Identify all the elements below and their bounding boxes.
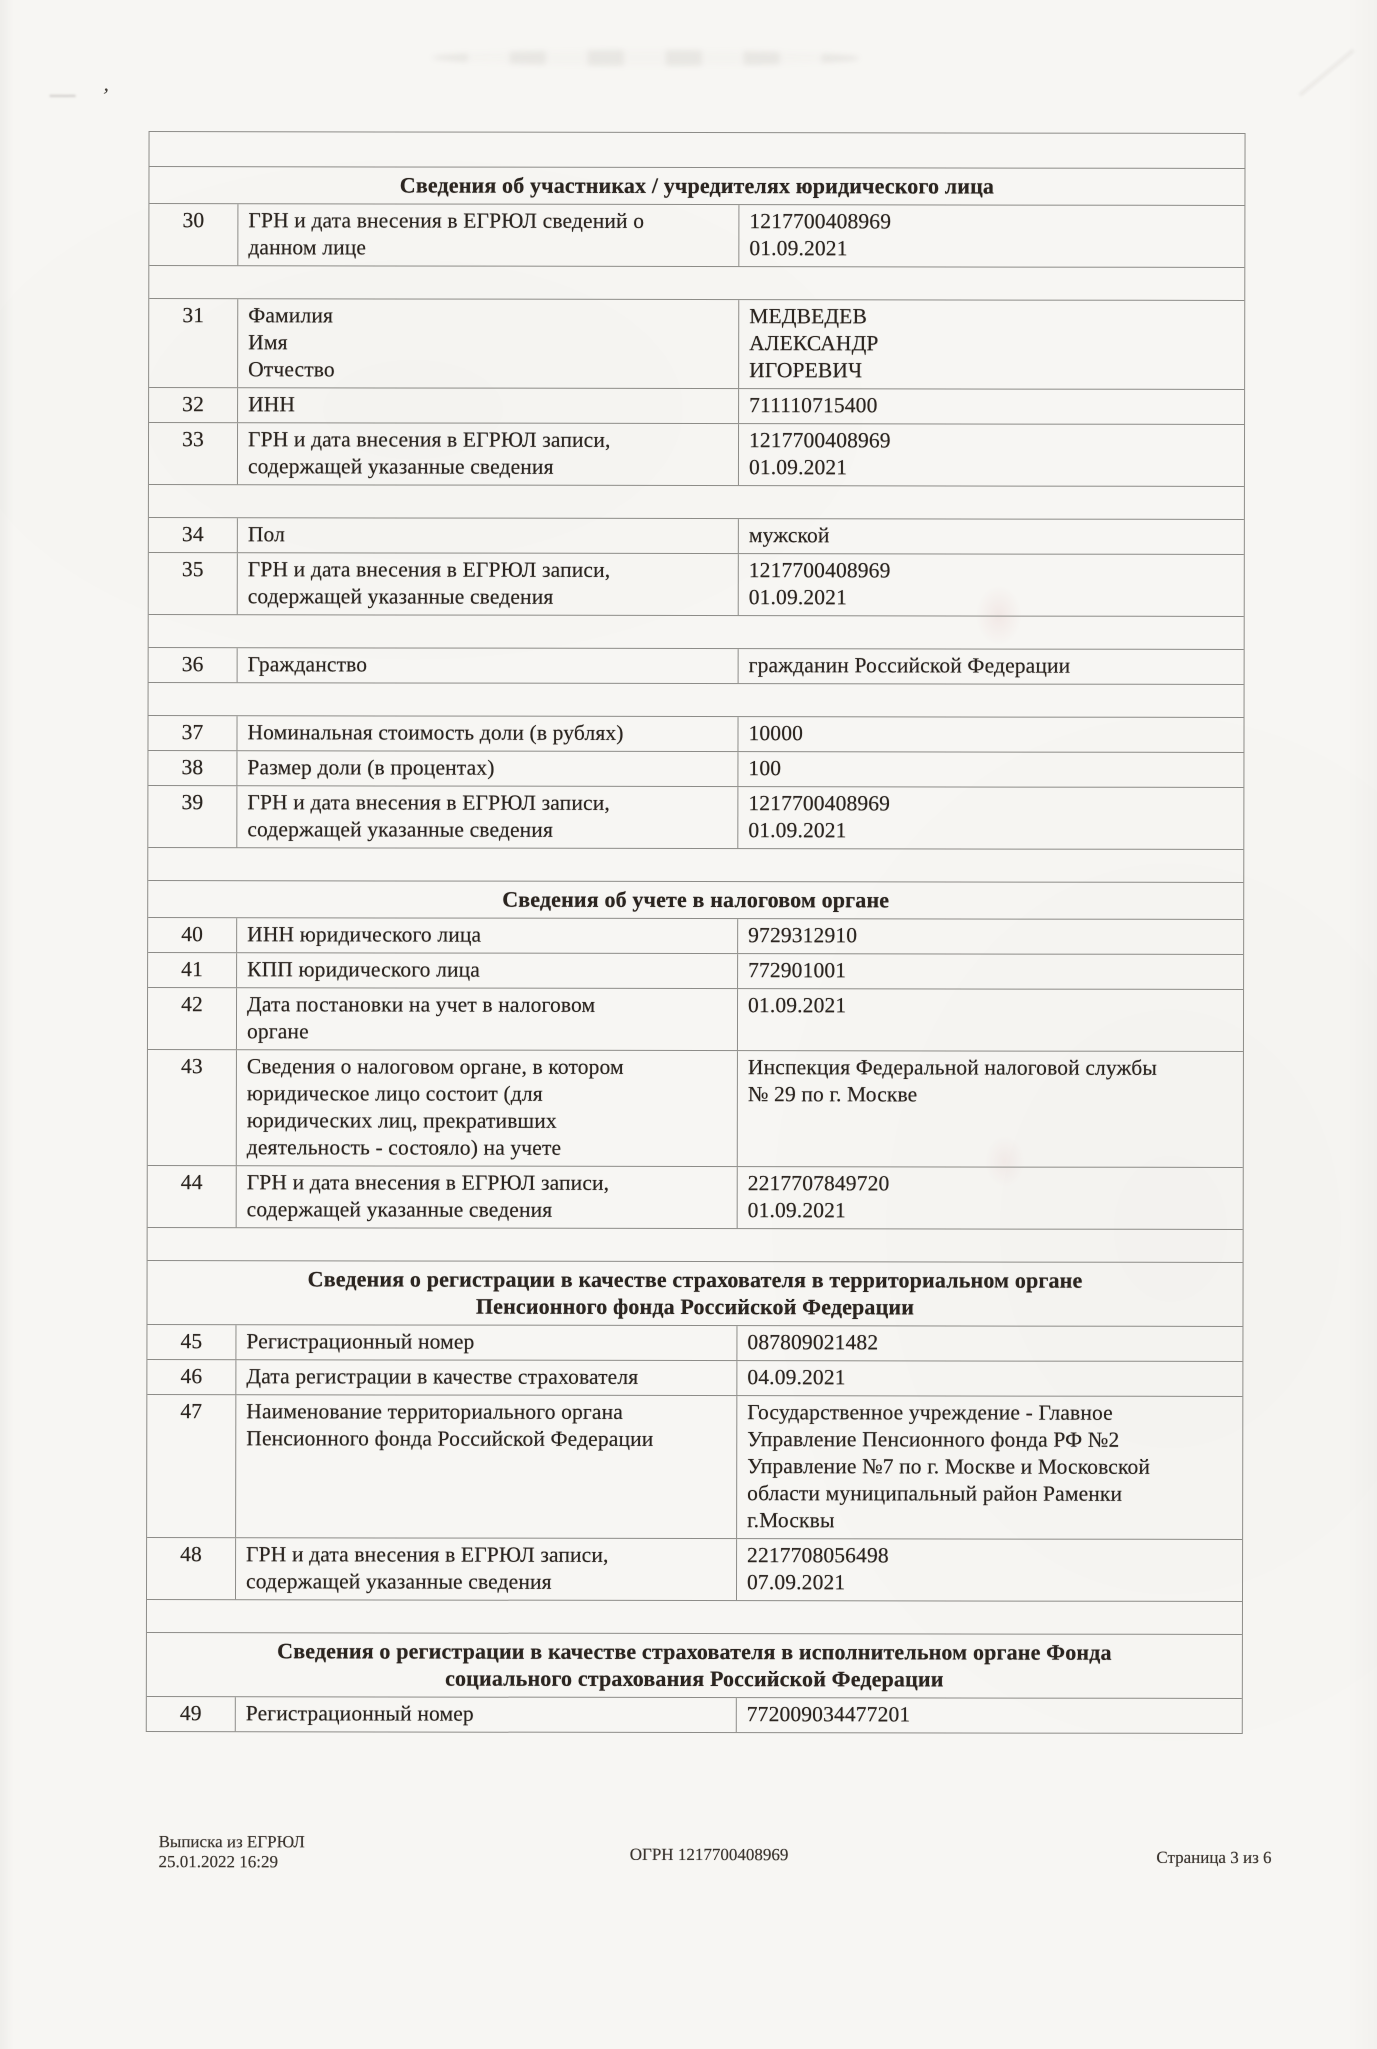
row-label: Регистрационный номер <box>236 1325 737 1360</box>
row-number: 33 <box>149 423 238 484</box>
scan-smudge-artifact <box>432 50 862 67</box>
scan-dash-artifact <box>50 95 76 97</box>
row-number: 43 <box>148 1050 237 1165</box>
row-label: Дата постановки на учет в налоговом органе <box>237 988 738 1050</box>
table-row <box>149 298 1244 389</box>
row-number: 37 <box>148 716 237 750</box>
row-value: мужской <box>748 523 830 548</box>
row-value: 10000 <box>748 721 804 746</box>
row-label: ГРН и дата внесения в ЕГРЮЛ сведений о данном лице <box>238 204 739 266</box>
row-label: Пол <box>238 518 739 553</box>
row-value: 100 <box>748 756 782 781</box>
row-number: 30 <box>149 204 238 265</box>
table-row <box>149 647 1244 684</box>
table-spacer-row <box>148 847 1243 882</box>
row-value: 01.09.2021 <box>748 993 847 1018</box>
table-row <box>147 1324 1242 1361</box>
table-spacer-row <box>149 265 1244 300</box>
table-row <box>147 1394 1242 1539</box>
row-number: 46 <box>147 1360 236 1394</box>
row-value: 772009034477201 <box>746 1702 911 1727</box>
table-row <box>148 917 1243 954</box>
row-label: КПП юридического лица <box>237 953 738 988</box>
section-header: Сведения об учете в налоговом органе <box>148 880 1243 919</box>
row-label: Дата регистрации в качестве страхователя <box>236 1360 737 1395</box>
row-value: 2217708056498 07.09.2021 <box>747 1543 889 1595</box>
row-value: 087809021482 <box>747 1330 879 1355</box>
footer-page-number: Страница 3 из 6 <box>1156 1847 1272 1868</box>
row-number: 47 <box>147 1395 236 1537</box>
table-row <box>149 552 1244 616</box>
row-number: 35 <box>149 553 238 614</box>
row-number: 45 <box>147 1325 236 1359</box>
table-row <box>148 750 1243 787</box>
table-spacer-row <box>149 682 1244 717</box>
page-footer <box>0 1832 1376 1880</box>
row-number: 42 <box>148 988 237 1049</box>
row-value: 1217700408969 01.09.2021 <box>749 209 892 261</box>
row-label: Регистрационный номер <box>236 1697 737 1732</box>
footer-left <box>159 1832 305 1872</box>
table-spacer-row <box>148 1227 1243 1262</box>
scan-speck-artifact: ’ <box>99 82 111 109</box>
table-row <box>148 785 1243 849</box>
row-value: гражданин Российской Федерации <box>748 653 1071 678</box>
row-label: ГРН и дата внесения в ЕГРЮЛ записи, содержащей указанные сведения <box>238 553 739 615</box>
table-row <box>149 203 1244 267</box>
row-value: 1217700408969 01.09.2021 <box>748 791 891 843</box>
footer-ogrn: ОГРН 1217700408969 <box>629 1844 789 1865</box>
row-value: Инспекция Федеральной налоговой службы № 29 по г. Москве <box>747 1055 1157 1107</box>
table-row <box>148 952 1243 989</box>
table-spacer-row <box>147 1599 1242 1634</box>
table-row <box>149 387 1244 424</box>
row-number: 31 <box>149 299 238 387</box>
row-label: ГРН и дата внесения в ЕГРЮЛ записи, содержащей указанные сведения <box>236 1538 737 1600</box>
row-label: Фамилия Имя Отчество <box>238 299 739 388</box>
section-header: Сведения о регистрации в качестве страхователя в исполнительном органе Фонда социального страхования Российской Федерации <box>147 1632 1242 1698</box>
row-number: 38 <box>148 751 237 785</box>
table-spacer-row <box>149 484 1244 519</box>
table-spacer-row <box>149 614 1244 649</box>
footer-timestamp: 25.01.2022 16:29 <box>158 1852 279 1872</box>
row-value: 9729312910 <box>748 923 858 948</box>
row-label: Номинальная стоимость доли (в рублях) <box>237 716 738 751</box>
row-number: 39 <box>148 786 237 847</box>
table-row <box>148 715 1243 752</box>
table-row <box>148 1049 1243 1167</box>
egrul-extract-table <box>146 131 1246 1734</box>
row-label: Размер доли (в процентах) <box>237 751 738 786</box>
row-label: Гражданство <box>238 648 739 683</box>
row-value: Государственное учреждение - Главное Управление Пенсионного фонда РФ №2 Управление №7 по г. Москве и Московской области муниципальный район Раменки г.Москвы <box>747 1400 1151 1533</box>
table-row <box>149 517 1244 554</box>
row-number: 36 <box>149 648 238 682</box>
row-value: 772901001 <box>748 958 847 983</box>
row-number: 32 <box>149 388 238 422</box>
table-row <box>147 1696 1242 1733</box>
footer-doc-type: Выписка из ЕГРЮЛ <box>158 1832 305 1852</box>
row-label: Наименование территориального органа Пенсионного фонда Российской Федерации <box>236 1395 737 1538</box>
row-label: ИНН юридического лица <box>237 918 738 953</box>
scan-streak-artifact <box>1299 49 1355 96</box>
table-top-empty-band <box>149 132 1244 168</box>
row-number: 34 <box>149 518 238 552</box>
table-row <box>148 1165 1243 1229</box>
row-value: 2217707849720 01.09.2021 <box>747 1171 890 1223</box>
row-value: МЕДВЕДЕВ АЛЕКСАНДР ИГОРЕВИЧ <box>749 304 879 383</box>
table-row <box>147 1359 1242 1396</box>
row-label: ИНН <box>238 388 739 423</box>
row-number: 41 <box>148 953 237 987</box>
row-label: ГРН и дата внесения в ЕГРЮЛ записи, содержащей указанные сведения <box>237 1166 738 1228</box>
row-number: 40 <box>148 918 237 952</box>
row-number: 49 <box>147 1697 236 1731</box>
row-label: ГРН и дата внесения в ЕГРЮЛ записи, содержащей указанные сведения <box>238 423 739 485</box>
row-label: Сведения о налоговом органе, в котором юридическое лицо состоит (для юридических лиц, прекративших деятельность - состояло) на учете <box>237 1050 738 1166</box>
row-value: 04.09.2021 <box>747 1365 846 1390</box>
row-value: 1217700408969 01.09.2021 <box>748 428 891 480</box>
section-header: Сведения о регистрации в качестве страхователя в территориальном органе Пенсионного фонда Российской Федерации <box>147 1260 1242 1326</box>
section-header: Сведения об участниках / учредителях юридического лица <box>149 166 1244 205</box>
row-value: 711110715400 <box>749 393 878 418</box>
table-row <box>148 987 1243 1051</box>
table-row <box>149 422 1244 486</box>
table-row <box>147 1537 1242 1601</box>
row-number: 48 <box>147 1538 236 1599</box>
row-number: 44 <box>148 1166 237 1227</box>
row-value: 1217700408969 01.09.2021 <box>748 558 891 610</box>
row-label: ГРН и дата внесения в ЕГРЮЛ записи, содержащей указанные сведения <box>237 786 738 848</box>
